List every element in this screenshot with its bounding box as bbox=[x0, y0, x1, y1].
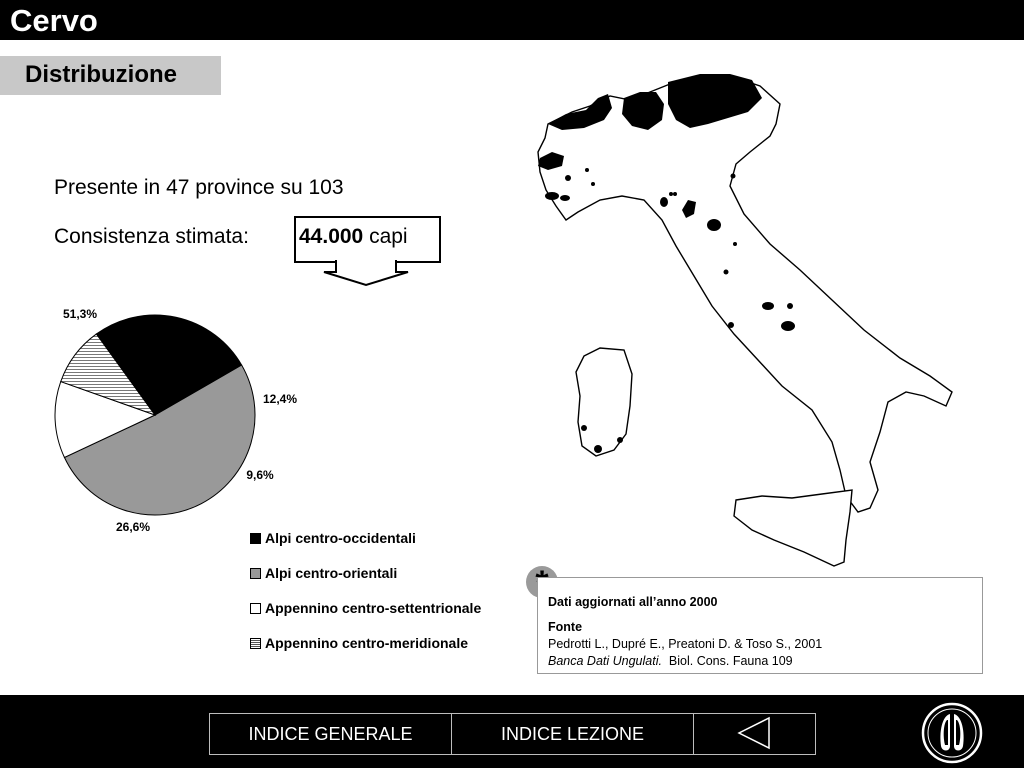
app-title: Cervo bbox=[10, 3, 98, 38]
source-publication-rest: Biol. Cons. Fauna 109 bbox=[668, 654, 793, 668]
source-publication bbox=[548, 654, 793, 668]
map-presence-spot bbox=[617, 437, 623, 443]
map-sardinia bbox=[576, 348, 632, 456]
map-presence-spot bbox=[724, 270, 729, 275]
source-publication-title: Banca Dati Ungulati. bbox=[548, 654, 662, 668]
map-presence-spot bbox=[669, 192, 673, 196]
map-presence-spot bbox=[560, 195, 570, 201]
map-presence-spot bbox=[673, 192, 677, 196]
map-presence-spot bbox=[787, 303, 793, 309]
legend-label: Appennino centro-meridionale bbox=[265, 635, 469, 651]
left-triangle-icon bbox=[694, 714, 815, 754]
legend-label: Alpi centro-orientali bbox=[265, 565, 398, 581]
map-presence-spot bbox=[545, 192, 559, 200]
index-lesson-button[interactable]: INDICE LEZIONE bbox=[452, 714, 694, 754]
consistency-callout bbox=[294, 216, 439, 261]
pie-slice-label: 26,6% bbox=[115, 520, 151, 534]
map-presence-spot bbox=[594, 445, 602, 453]
map-sicily bbox=[734, 490, 852, 566]
title-bar bbox=[0, 0, 1024, 40]
map-presence-spot bbox=[762, 302, 774, 310]
hoofprint-logo-icon bbox=[920, 702, 984, 764]
map-presence-spot bbox=[728, 322, 734, 328]
index-general-button[interactable]: INDICE GENERALE bbox=[210, 714, 452, 754]
navigation-bar bbox=[0, 695, 1024, 768]
pie-slice-label: 12,4% bbox=[262, 392, 298, 406]
back-button[interactable] bbox=[694, 714, 815, 754]
map-presence-spot bbox=[781, 321, 795, 331]
legend-swatch bbox=[250, 568, 261, 579]
legend-label: Alpi centro-occidentali bbox=[265, 530, 416, 546]
callout-arrow-icon bbox=[322, 260, 412, 288]
consistency-label: Consistenza stimata: bbox=[54, 225, 249, 248]
provinces-statement: Presente in 47 province su 103 bbox=[54, 176, 344, 199]
legend-label: Appennino centro-settentrionale bbox=[265, 600, 482, 616]
source-heading: Fonte bbox=[548, 620, 583, 634]
consistency-value: 44.000 bbox=[299, 225, 364, 248]
map-presence-spot bbox=[731, 174, 736, 179]
map-presence-spot bbox=[581, 425, 587, 431]
source-updated: Dati aggiornati all’anno 2000 bbox=[548, 595, 718, 609]
map-presence-spot bbox=[585, 168, 589, 172]
map-presence-spot bbox=[733, 242, 737, 246]
map-presence-spot bbox=[565, 175, 571, 181]
legend-swatch bbox=[250, 603, 261, 614]
source-box bbox=[537, 577, 983, 674]
source-authors: Pedrotti L., Dupré E., Preatoni D. & Toso S., 2001 bbox=[548, 637, 823, 651]
pie-chart bbox=[0, 300, 320, 540]
consistency-unit: capi bbox=[369, 225, 408, 248]
map-presence-spot bbox=[707, 219, 721, 231]
map-presence-spot bbox=[591, 182, 595, 186]
section-header bbox=[0, 56, 221, 95]
pie-slice-label: 51,3% bbox=[62, 307, 98, 321]
nav-button-group bbox=[209, 713, 816, 755]
section-title: Distribuzione bbox=[25, 61, 178, 88]
map-presence-spot bbox=[660, 197, 668, 207]
legend-swatch bbox=[250, 638, 261, 649]
legend-swatch bbox=[250, 533, 261, 544]
callout-text bbox=[299, 225, 408, 249]
pie-slice-label: 9,6% bbox=[246, 468, 274, 482]
italy-distribution-map bbox=[530, 68, 960, 578]
